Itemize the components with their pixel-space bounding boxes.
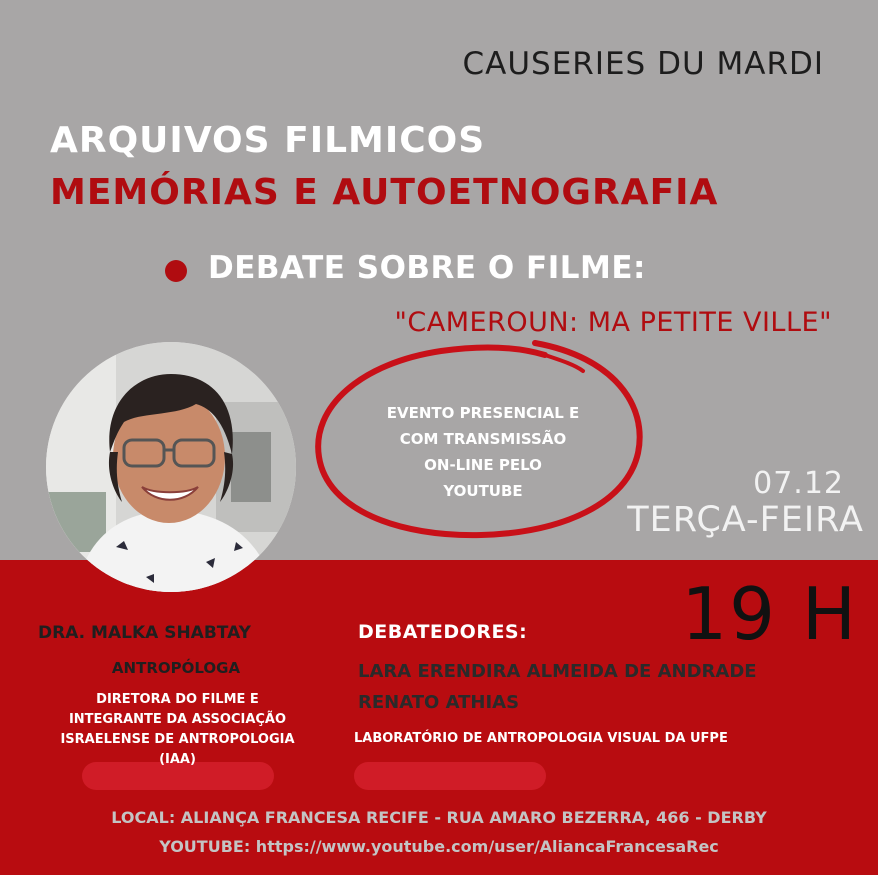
main-title-line1: ARQUIVOS FILMICOS [50,120,486,161]
speaker-portrait-icon [46,342,296,592]
debater-name: LARA ERENDIRA ALMEIDA DE ANDRADE [358,661,757,682]
debaters-affiliation: LABORATÓRIO DE ANTROPOLOGIA VISUAL DA UFPE [354,731,728,746]
speaker-description-line: INTEGRANTE DA ASSOCIAÇÃO [68,712,287,727]
speaker-description-line: (IAA) [159,752,196,767]
speaker-description [40,690,315,770]
speaker-description-line: DIRETORA DO FILME E [96,692,259,707]
youtube-link[interactable]: YOUTUBE: https://www.youtube.com/user/AliancaFrancesaRec [159,837,719,856]
debaters-label: DEBATEDORES: [358,621,528,643]
venue-address: LOCAL: ALIANÇA FRANCESA RECIFE - RUA AMARO BEZERRA, 466 - DERBY [111,808,767,827]
debate-label: DEBATE SOBRE O FILME: [208,250,646,286]
decorative-pill [354,762,546,790]
event-time: 19 H [681,572,858,656]
main-title-line2: MEMÓRIAS E AUTOETNOGRAFIA [50,172,719,213]
red-dot-icon [165,260,187,282]
event-date: 07.12 [753,466,844,501]
event-weekday: TERÇA-FEIRA [627,500,864,540]
event-format-line: EVENTO PRESENCIAL E [386,404,580,422]
debater-name: RENATO ATHIAS [358,692,520,713]
event-format [348,400,618,504]
event-format-line: YOUTUBE [443,482,523,500]
speaker-description-line: ISRAELENSE DE ANTROPOLOGIA [60,732,295,747]
event-format-line: ON-LINE PELO [424,456,542,474]
film-title: "CAMEROUN: MA PETITE VILLE" [394,307,832,338]
speaker-role: ANTROPÓLOGA [111,659,241,677]
series-title: CAUSERIES DU MARDI [462,46,824,82]
speaker-name: DRA. MALKA SHABTAY [38,623,251,643]
event-format-line: COM TRANSMISSÃO [399,430,567,448]
portrait-illustration [46,342,296,592]
